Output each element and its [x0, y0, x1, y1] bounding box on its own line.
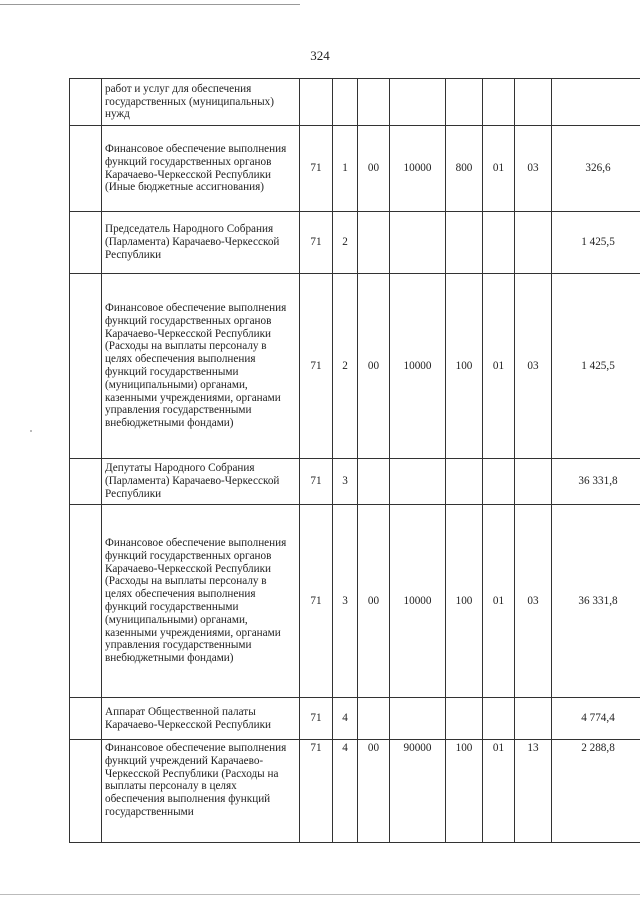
row-description: Финансовое обеспечение выполнения функций государственных органов Карачаево-Черкесской Республики (Иные бюджетные ассигнования) [102, 126, 300, 212]
code-subsection: 2 [333, 274, 358, 459]
table-row [70, 79, 640, 126]
code-expense-type [446, 459, 483, 505]
code-program [358, 212, 390, 274]
table-row [70, 126, 640, 212]
code-direction: 90000 [390, 740, 446, 843]
row-description: Финансовое обеспечение выполнения функций государственных органов Карачаево-Черкесской Республики (Расходы на выплаты персоналу в целях обеспечения выполнения функций государственными (муниципальными) органами, казенными учреждениями, органами управления государственными внебюджетными фондами) [102, 274, 300, 459]
code-direction: 10000 [390, 126, 446, 212]
code-program [358, 698, 390, 740]
row-description: работ и услуг для обеспечения государственных (муниципальных) нужд [102, 79, 300, 126]
code-direction [390, 79, 446, 126]
code-subchapter: 03 [515, 274, 552, 459]
code-subchapter [515, 212, 552, 274]
code-expense-type: 800 [446, 126, 483, 212]
code-expense-type [446, 698, 483, 740]
code-expense-type: 100 [446, 274, 483, 459]
row-description: Финансовое обеспечение выполнения функций государственных органов Карачаево-Черкесской Республики (Расходы на выплаты персоналу в целях обеспечения выполнения функций государственными (муниципальными) органами, казенными учреждениями, органами управления государственными внебюджетными фондами) [102, 505, 300, 698]
code-section: 71 [300, 126, 333, 212]
code-chapter: 01 [483, 505, 515, 698]
row-amount: 4 774,4 [552, 698, 640, 740]
row-description: Председатель Народного Собрания (Парламента) Карачаево-Черкесской Республики [102, 212, 300, 274]
code-program: 00 [358, 740, 390, 843]
code-chapter: 01 [483, 126, 515, 212]
code-subsection: 2 [333, 212, 358, 274]
table-row [70, 698, 640, 740]
row-amount: 36 331,8 [552, 505, 640, 698]
code-subchapter [515, 698, 552, 740]
code-subsection [333, 79, 358, 126]
code-chapter: 01 [483, 740, 515, 843]
table-row [70, 505, 640, 698]
row-amount: 36 331,8 [552, 459, 640, 505]
row-index-cell [70, 212, 102, 274]
code-section: 71 [300, 274, 333, 459]
row-index-cell [70, 126, 102, 212]
code-program: 00 [358, 126, 390, 212]
code-expense-type: 100 [446, 505, 483, 698]
code-expense-type: 100 [446, 740, 483, 843]
code-section: 71 [300, 212, 333, 274]
code-direction [390, 698, 446, 740]
row-index-cell [70, 505, 102, 698]
row-index-cell [70, 274, 102, 459]
code-subsection: 4 [333, 740, 358, 843]
row-index-cell [70, 459, 102, 505]
row-description: Финансовое обеспечение выполнения функций учреждений Карачаево-Черкесской Республики (Расходы на выплаты персоналу в целях обеспечения выполнения функций государственными [102, 740, 300, 843]
code-chapter [483, 459, 515, 505]
row-amount: 1 425,5 [552, 212, 640, 274]
row-index-cell [70, 698, 102, 740]
row-index-cell [70, 740, 102, 843]
page-number: 324 [310, 48, 330, 63]
table-row [70, 740, 640, 843]
row-amount: 326,6 [552, 126, 640, 212]
code-section: 71 [300, 459, 333, 505]
code-program [358, 79, 390, 126]
code-chapter [483, 79, 515, 126]
code-program [358, 459, 390, 505]
scan-noise [0, 12, 640, 18]
row-amount: 2 288,8 [552, 740, 640, 843]
code-section: 71 [300, 505, 333, 698]
code-direction: 10000 [390, 274, 446, 459]
code-chapter: 01 [483, 274, 515, 459]
code-subchapter: 03 [515, 505, 552, 698]
code-subsection: 1 [333, 126, 358, 212]
code-subsection: 3 [333, 459, 358, 505]
budget-table [69, 78, 640, 843]
scan-edge-bottom [0, 894, 640, 895]
table-row [70, 459, 640, 505]
code-section: 71 [300, 740, 333, 843]
table-row [70, 274, 640, 459]
code-subsection: 4 [333, 698, 358, 740]
table-row [70, 212, 640, 274]
code-expense-type [446, 79, 483, 126]
code-subchapter [515, 79, 552, 126]
code-chapter [483, 212, 515, 274]
code-subchapter [515, 459, 552, 505]
row-amount [552, 79, 640, 126]
code-section: 71 [300, 698, 333, 740]
row-description: Депутаты Народного Собрания (Парламента) Карачаево-Черкесской Республики [102, 459, 300, 505]
scan-speck [30, 430, 32, 432]
row-description: Аппарат Общественной палаты Карачаево-Черкесской Республики [102, 698, 300, 740]
code-chapter [483, 698, 515, 740]
code-subchapter: 03 [515, 126, 552, 212]
row-index-cell [70, 79, 102, 126]
code-program: 00 [358, 274, 390, 459]
code-subchapter: 13 [515, 740, 552, 843]
code-expense-type [446, 212, 483, 274]
code-direction: 10000 [390, 505, 446, 698]
code-subsection: 3 [333, 505, 358, 698]
row-amount: 1 425,5 [552, 274, 640, 459]
scan-edge-top [0, 4, 300, 5]
code-section [300, 79, 333, 126]
code-direction [390, 212, 446, 274]
code-program: 00 [358, 505, 390, 698]
code-direction [390, 459, 446, 505]
